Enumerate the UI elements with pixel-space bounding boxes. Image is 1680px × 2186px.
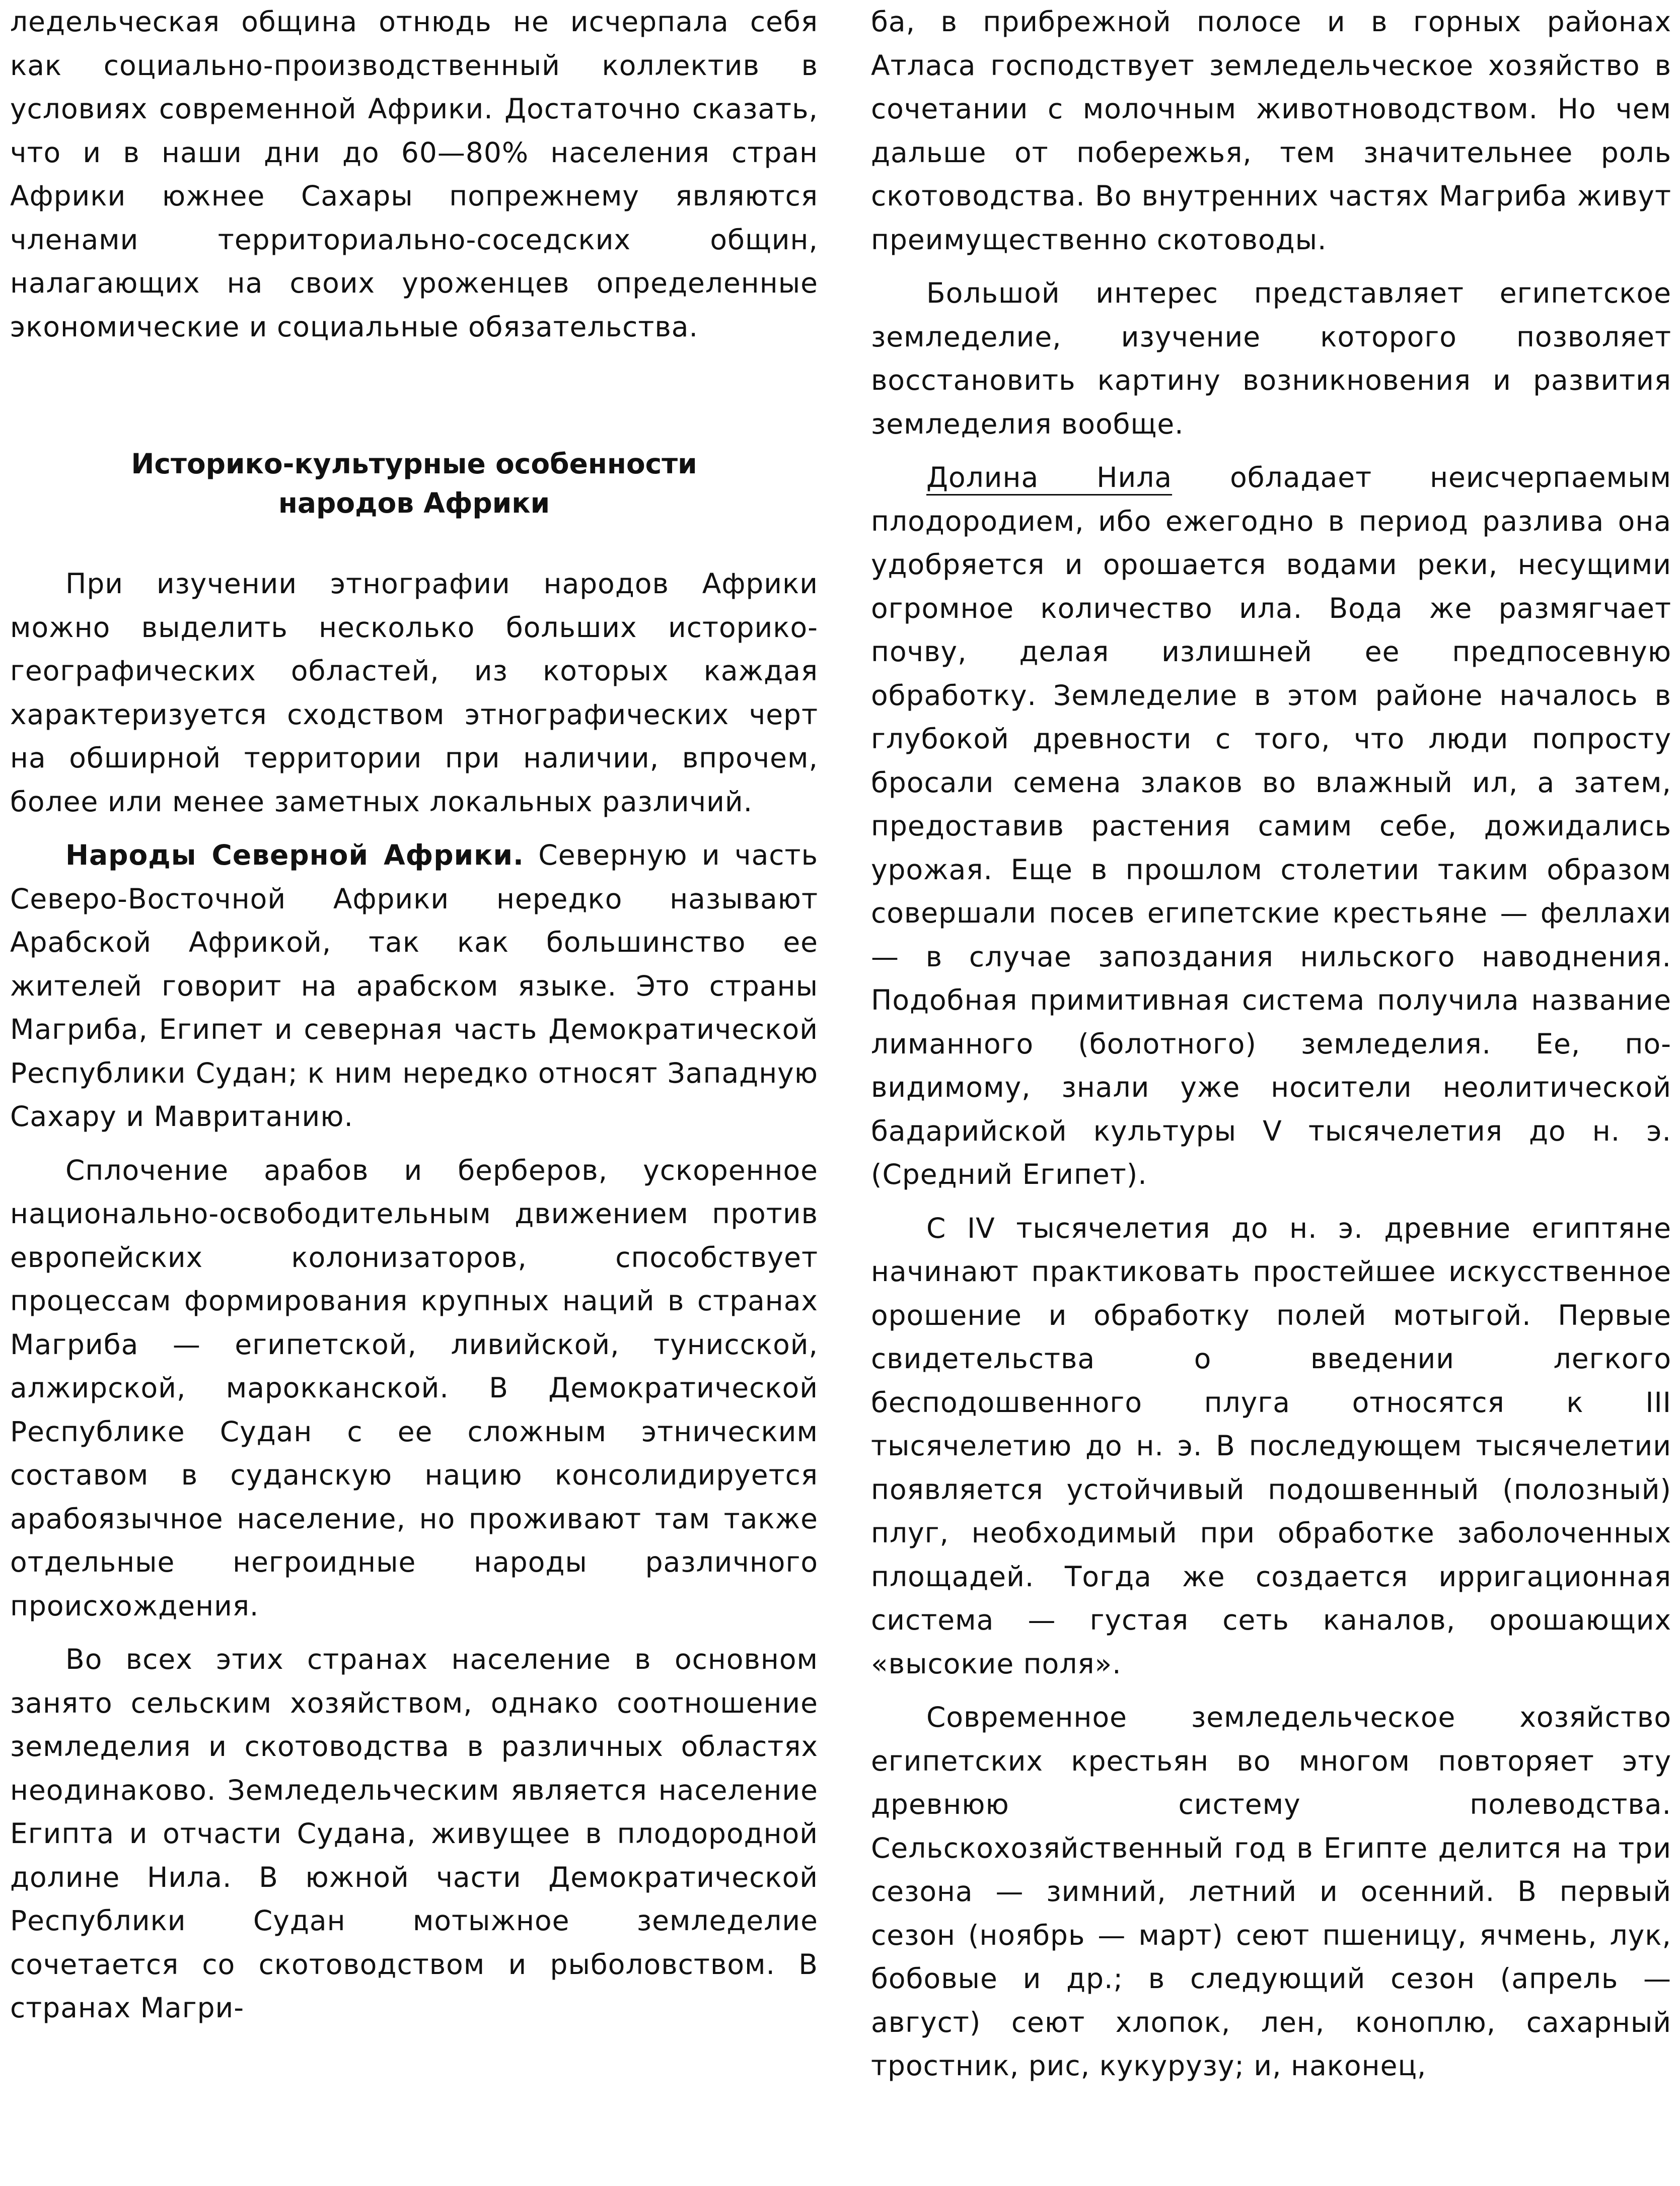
paragraph-modern-farming: Современное земледельческое хозяйство египетских крестьян во многом повторяет эту древнюю систему полеводства. Сельскохозяйственный год в Египте делится на три сезона — зимний, летний и осенний. В первый сезон (ноябрь — март) сеют пшеницу, ячмень, лук, бобовые и др.; в следующий сезон (апрель — август) сеют хлопок, лен, коноплю, сахарный тростник, рис, кукурузу; и, наконец,: [871, 1701, 1671, 2082]
north-africa-bold-lead: Народы Северной Африки.: [65, 839, 524, 871]
section-heading-line-2: народов Африки: [278, 487, 550, 519]
paragraph-community: ледельческая община отнюдь не исчерпала себя как социально-производственный коллектив в условиях современной Африки. Достаточно сказать, что и в наши дни до 60—80% населения стран Африки южнее Сахары попрежнему являются членами территориально-соседских общин, налагающих на своих уроженцев определенные экономические и социальные обязательства.: [10, 6, 818, 343]
paragraph-nations: Сплочение арабов и берберов, ускоренное национально-освободительным движением против европейских колонизаторов, способствует процессам формирования крупных наций в странах Магриба — египетской, ливийской, тунисской, алжирской, марокканской. В Демократической Республике Судан с ее сложным этническим составом в суданскую нацию консолидируется арабоязычное население, но проживают там также отдельные негроидные народы различного происхождения.: [10, 1154, 818, 1622]
north-africa-text: Северную и часть Северо-Восточной Африки нередко называют Арабской Африкой, так как большинство ее жителей говорит на арабском языке. Это страны Магриба, Египет и северная часть Демократической Республики Судан; к ним нередко относят Западную Сахару и Мавританию.: [10, 839, 818, 1133]
nile-valley-underlined: Долина Нила: [926, 461, 1173, 493]
nile-valley-text: обладает неисчерпаемым плодородием, ибо ежегодно в период разлива она удобряется и орошается водами реки, несущими огромное количество ила. Вода же размягчает почву, делая излишней ее предпосевную обработку. Земледелие в этом районе началось в глубокой древности с того, что люди попросту бросали семена злаков во влажный ил, а затем, предоставив растения самим себе, дожидались урожая. Еще в прошлом столетии таким образом совершали посев египетские крестьяне — феллахи — в случае запоздания нильского наводнения. Подобная примитивная система получила название лиманного (болотного) земледелия. Ее, по-видимому, знали уже носители неолитической бадарийской культуры V тысячелетия до н. э. (Средний Египет).: [871, 461, 1672, 1190]
paragraph-maghreb: ба, в прибрежной полосе и в горных районах Атласа господствует земледельческое хозяйство в сочетании с молочным животноводством. Но чем дальше от побережья, тем значительнее роль скотоводства. Во внутренних частях Магриба живут преимущественно скотоводы.: [871, 6, 1671, 256]
paragraph-ethnography: При изучении этнографии народов Африки можно выделить несколько больших историко-географических областей, из которых каждая характеризуется сходством этнографических черт на обширной территории при наличии, впрочем, более или менее заметных локальных различий.: [10, 568, 818, 818]
paragraph-agriculture: Во всех этих странах население в основном занято сельским хозяйством, однако соотношение земледелия и скотоводства в различных областях неодинаково. Земледельческим является население Египта и отчасти Судана, живущее в плодородной долине Нила. В южной части Демократической Республики Судан мотыжное земледелие сочетается со скотоводством и рыболовством. В странах Магри-: [10, 1643, 818, 2024]
paragraph-egyptian-farming: Большой интерес представляет египетское земледелие, изучение которого позволяет восстановить картину возникновения и развития земледелия вообще.: [871, 277, 1671, 440]
paragraph-nile-valley: [871, 456, 1671, 1196]
section-heading: [10, 444, 818, 523]
paragraph-irrigation: С IV тысячелетия до н. э. древние египтяне начинают практиковать простейшее искусственное орошение и обработку полей мотыгой. Первые свидетельства о введении легкого бесподошвенного плуга относятся к III тысячелетию до н. э. В последующем тысячелетии появляется устойчивый подошвенный (полозный) плуг, необходимый при обработке заболоченных площадей. Тогда же создается ирригационная система — густая сеть каналов, орошающих «высокие поля».: [871, 1212, 1671, 1680]
left-column: [10, 0, 818, 2040]
section-heading-line-1: Историко-культурные особенности: [131, 448, 697, 480]
paragraph-north-africa: [10, 833, 818, 1139]
right-column: [871, 0, 1671, 2098]
